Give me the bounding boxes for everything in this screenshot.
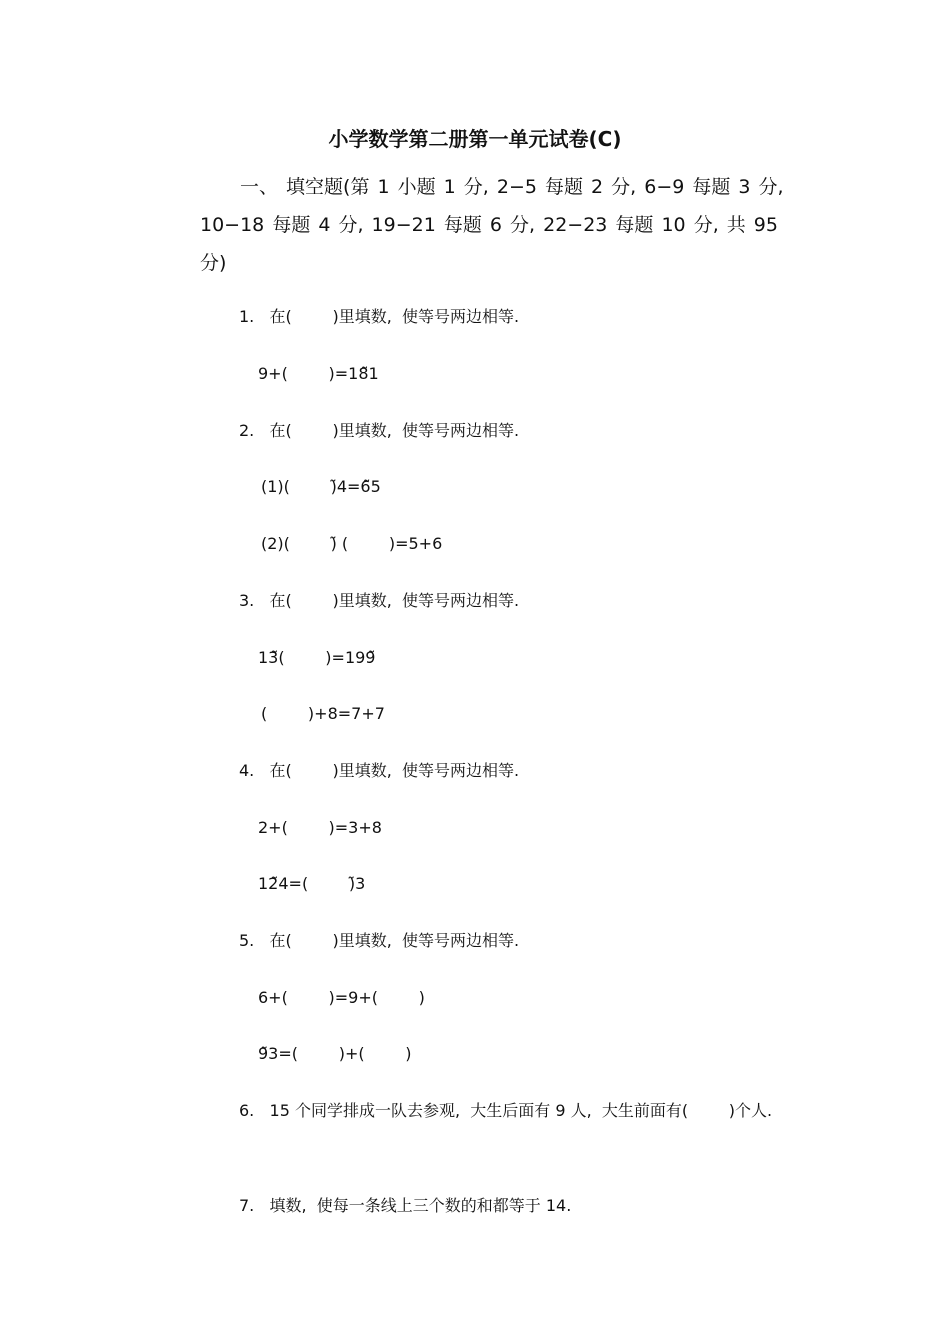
question-3-item-2: ( )+8=7+7 <box>261 704 385 723</box>
question-1-item: 9+( )=18̃1 <box>258 364 379 383</box>
question-5-item-2: 9̃3=( )+( ) <box>258 1044 412 1063</box>
question-5: 5. 在( )里填数, 使等号两边相等. <box>239 931 520 950</box>
question-2-item-1: (1)( )̃4=6̃5 <box>261 477 381 496</box>
question-4-item-1: 2+( )=3+8 <box>258 818 382 837</box>
question-2: 2. 在( )里填数, 使等号两边相等. <box>239 421 520 440</box>
question-4-item-2: 12̃4=( )̃3 <box>258 874 366 893</box>
question-5-item-1: 6+( )=9+( ) <box>258 988 425 1007</box>
question-2-item-2: (2)( )̃ ( )=5+6 <box>261 534 443 553</box>
question-7: 7. 填数, 使每一条线上三个数的和都等于 14. <box>239 1196 572 1215</box>
page-title: 小学数学第二册第一单元试卷(C) <box>328 127 622 151</box>
question-6: 6. 15 个同学排成一队去参观, 大生后面有 9 人, 大生前面有( )个人. <box>239 1101 773 1120</box>
question-4: 4. 在( )里填数, 使等号两边相等. <box>239 761 520 780</box>
question-1: 1. 在( )里填数, 使等号两边相等. <box>239 307 520 326</box>
section-heading: 一、 填空题(第 1 小题 1 分, 2−5 每题 2 分, 6−9 每题 3 分, 10−18 每题 4 分, 19−21 每题 6 分, 22−23 每题 10 分, 共 95 分) <box>200 176 784 274</box>
question-3: 3. 在( )里填数, 使等号两边相等. <box>239 591 520 610</box>
question-3-item-1: 13̃( )=199̃ <box>258 648 376 667</box>
